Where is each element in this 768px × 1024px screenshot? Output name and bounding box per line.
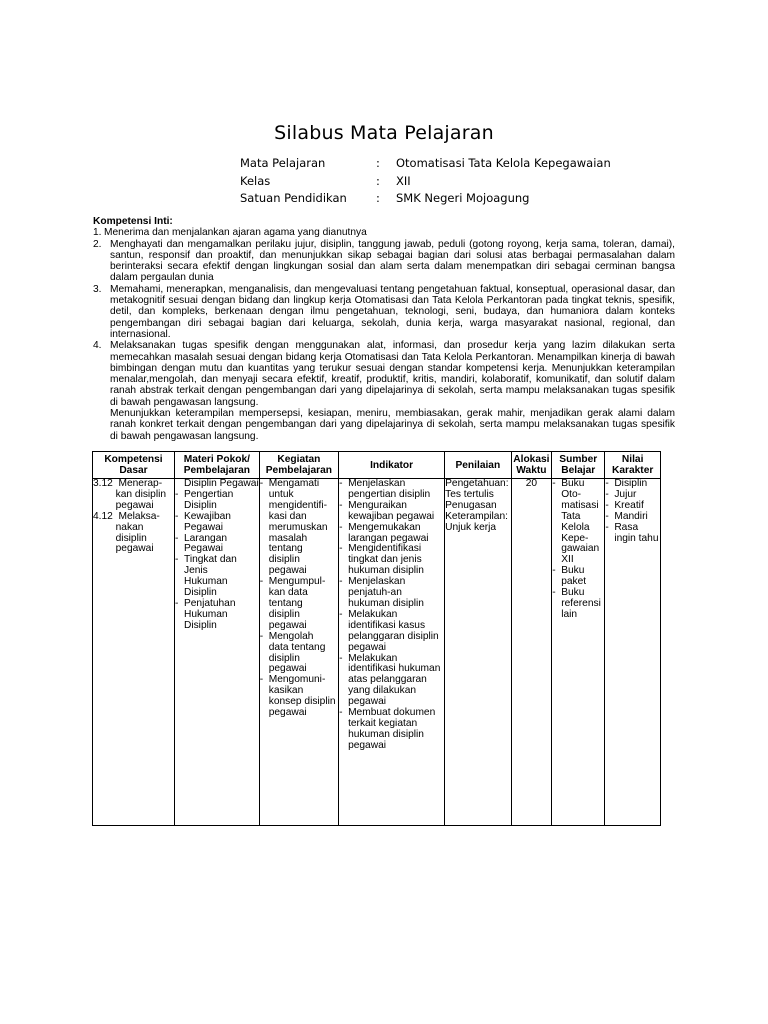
line-text: Kewajiban xyxy=(183,510,231,522)
line-text: Larangan xyxy=(183,532,228,544)
header-line: Penilaian xyxy=(455,459,501,471)
meta-colon: : xyxy=(376,191,380,205)
line-text: Hukuman xyxy=(183,608,228,620)
cell-line xyxy=(339,741,444,752)
cell-nilai-karakter xyxy=(605,479,661,826)
line-text: larangan pegawai xyxy=(348,532,429,544)
line-text: Melakukan xyxy=(348,652,398,664)
meta-label: Satuan Pendidikan xyxy=(240,191,347,205)
cell-line: Keterampilan: xyxy=(445,510,508,522)
line-text: tingkat dan jenis xyxy=(348,554,422,566)
subject-info xyxy=(240,156,660,209)
kompetensi-inti-item xyxy=(93,227,675,238)
line-text: kewajiban pegawai xyxy=(348,510,435,522)
line-text: identifikasi kasus xyxy=(348,619,426,631)
line-text: disiplin xyxy=(268,652,300,664)
line-text: pegawai xyxy=(268,619,307,631)
line-text: Disiplin xyxy=(183,499,217,511)
line-text: Pegawai xyxy=(183,543,224,555)
cell-line xyxy=(260,708,338,719)
bullet-dash: - xyxy=(339,652,343,664)
item-number: 4. xyxy=(93,340,102,352)
line-text: kasikan xyxy=(268,685,304,697)
item-text: Menerima dan menjalankan ajaran agama yang dianutnya xyxy=(104,227,367,239)
header-line: Sumber xyxy=(559,454,598,465)
header-line: Pembelajaran xyxy=(183,465,250,476)
meta-colon: : xyxy=(376,173,380,188)
meta-row-school xyxy=(240,191,660,209)
line-text: Disiplin xyxy=(183,587,217,599)
header-indikator xyxy=(339,452,445,479)
bullet-dash: - xyxy=(605,521,609,533)
header-line: Kegiatan xyxy=(277,454,321,465)
line-text: Disiplin Pegawai xyxy=(183,479,259,489)
cell-lines xyxy=(552,479,604,621)
header-line: Pembelajaran xyxy=(265,465,333,476)
kompetensi-inti-heading: Kompetensi Inti: xyxy=(93,216,173,227)
header-line: Karakter xyxy=(611,465,654,476)
cell-line: Penugasan xyxy=(445,499,497,511)
line-text: tentang xyxy=(268,597,303,609)
line-text: pegawai xyxy=(348,696,387,708)
line-text: gawaian xyxy=(561,543,600,555)
header-line: Dasar xyxy=(119,465,148,476)
line-text: hukuman disiplin xyxy=(348,565,424,577)
cell-line: Pengetahuan: xyxy=(445,479,509,489)
bullet-dash: - xyxy=(605,479,609,489)
cell-line: pegawai xyxy=(93,543,154,555)
line-text: Pengertian xyxy=(183,488,234,500)
bullet-dash: - xyxy=(605,499,609,511)
line-text: penjatuh-an xyxy=(348,587,402,599)
item-text: Melaksanakan tugas spesifik dengan menggunakan alat, informasi, dan prosedur kerja yang lazim dilakukan serta memecahkan masalah sesuai dengan bidang kerja Otomatisasi dan Tata Kelola Perkantoran. Menampilkan kinerja di bawah bimbingan dengan mutu dan kuantitas yang terukur sesuai dengan standar kompetensi kerja. Menunjukkan keterampilan menalar,mengolah, dan menyaji secara efektif, kreatif, produktif, kritis, mandiri, kolaboratif, komunikatif, dan solutif dalam ranah abstrak terkait dengan pengembangan dari yang dipelajarinya di sekolah, serta mampu melaksanakan tugas spesifik di bawah pengawasan langsung. xyxy=(110,340,675,408)
cell-penilaian xyxy=(445,479,511,826)
syllabus-table xyxy=(92,451,661,826)
header-nilai-karakter xyxy=(605,452,661,479)
bullet-dash: - xyxy=(174,532,179,544)
header-line: Waktu xyxy=(516,465,547,476)
cell-alokasi-waktu xyxy=(511,479,552,826)
item-text: Memahami, menerapkan, menganalisis, dan mengevaluasi tentang pengetahuan faktual, konseptual, operasional dasar, dan metakognitif sesuai dengan bidang dan lingkup kerja Otomatisasi dan Tata Kelola Perkantoran pada tingkat teknis, spesifik, detil, dan kompleks, berkenaan dengan ilmu pengetahuan, teknologi, seni, budaya, dan humaniora dalam konteks pengembangan diri sebagai bagian dari keluarga, sekolah, dunia kerja, warga masyarakat nasional, regional, dan internasional. xyxy=(110,283,675,340)
bullet-dash: - xyxy=(605,488,609,500)
bullet-dash: - xyxy=(605,510,609,522)
item-number: 1. xyxy=(93,227,102,239)
line-text: Oto- xyxy=(561,488,582,500)
line-text: lain xyxy=(561,608,578,620)
bullet-dash: - xyxy=(339,707,343,719)
cell-materi-pokok xyxy=(174,479,259,826)
page-title: Silabus Mata Pelajaran xyxy=(274,122,494,144)
header-line: Indikator xyxy=(370,459,414,471)
header-line: Nilai xyxy=(621,454,644,465)
line-text: identifikasi hukuman xyxy=(348,663,441,675)
cell-sumber-belajar xyxy=(552,479,605,826)
line-text: Kepe- xyxy=(561,532,589,544)
line-text: Menjelaskan xyxy=(348,479,406,489)
header-kegiatan xyxy=(259,452,338,479)
cell-lines xyxy=(93,479,174,555)
cell-line: 4.12 Melaksa- xyxy=(93,510,160,522)
bullet-dash: - xyxy=(339,499,343,511)
item-number: 2. xyxy=(93,238,102,250)
header-kompetensi-dasar xyxy=(93,452,175,479)
line-text: matisasi xyxy=(561,499,599,511)
bullet-dash: - xyxy=(552,479,556,489)
line-text: Penjatuhan xyxy=(183,597,236,609)
table-row xyxy=(93,479,661,826)
line-text: XII xyxy=(561,554,574,566)
line-text: disiplin xyxy=(268,608,300,620)
line-text: konsep disiplin xyxy=(268,696,336,708)
alokasi-value: 20 xyxy=(525,479,538,489)
cell-line: 3.12 Menerap- xyxy=(93,479,163,489)
item-number: 3. xyxy=(93,283,102,295)
bullet-dash: - xyxy=(174,597,179,609)
line-text: paket xyxy=(561,576,587,588)
line-text: Hukuman xyxy=(183,576,228,588)
line-text: merumuskan xyxy=(268,521,328,533)
line-text: Mengidentifikasi xyxy=(348,543,422,555)
line-text: hukuman disiplin xyxy=(348,728,424,740)
line-text: Mengumpul- xyxy=(268,576,326,588)
cell-line: Unjuk kerja xyxy=(445,521,497,533)
cell-lines xyxy=(445,479,510,534)
header-penilaian xyxy=(445,452,511,479)
meta-row-class xyxy=(240,174,660,192)
table-header-row xyxy=(93,452,661,479)
line-text: Buku xyxy=(561,587,585,599)
line-text: Rasa xyxy=(614,521,639,533)
cell-line xyxy=(175,621,259,632)
line-text: disiplin xyxy=(268,554,300,566)
bullet-dash: - xyxy=(339,543,343,555)
line-text: hukuman disiplin xyxy=(348,597,424,609)
line-text: Menguraikan xyxy=(348,499,407,511)
line-text: Menjelaskan xyxy=(348,576,406,588)
kompetensi-inti-item xyxy=(93,340,675,408)
bullet-dash: - xyxy=(174,488,179,500)
line-text: Disiplin xyxy=(614,479,648,489)
bullet-dash: - xyxy=(174,510,179,522)
line-text: pegawai xyxy=(348,641,387,653)
line-text: Disiplin xyxy=(183,619,217,631)
line-text: ingin tahu xyxy=(614,532,659,544)
bullet-dash: - xyxy=(552,565,556,577)
line-text: Mengomuni- xyxy=(268,674,326,686)
item-text: Menghayati dan mengamalkan perilaku jujur, disiplin, tanggung jawab, peduli (gotong royong, kerja sama, toleran, damai), santun, responsif dan proaktif, dan menunjukkan sikap sebagai bagian dari solusi atas berbagai permasalahan dalam berinteraksi secara efektif dengan lingkungan sosial dan alam serta dalam menempatkan diri sebagai cerminan bangsa dalam pergaulan dunia xyxy=(110,238,675,284)
line-text: Jujur xyxy=(614,488,637,500)
line-text: atas pelanggaran xyxy=(348,674,427,686)
cell-line: nakan xyxy=(93,521,144,533)
cell-lines xyxy=(339,479,444,752)
line-text: Pegawai xyxy=(183,521,224,533)
line-text: terkait kegiatan xyxy=(348,717,418,729)
kompetensi-inti-extra: Menunjukkan keterampilan mempersepsi, kesiapan, meniru, membiasakan, gerak mahir, menjadikan gerak alami dalam ranah konkret terkait dengan pengembangan dari yang dipelajarinya di sekolah, serta mampu melaksanakan tugas spesifik di bawah pengawasan langsung. xyxy=(110,408,675,442)
line-text: yang dilakukan xyxy=(348,685,417,697)
line-text: Tata xyxy=(561,510,581,522)
line-text: mengidentifi- xyxy=(268,499,328,511)
cell-kompetensi-dasar xyxy=(93,479,175,826)
line-text: Kelola xyxy=(561,521,590,533)
line-text: Mengamati xyxy=(268,479,320,489)
line-text: untuk xyxy=(268,488,294,500)
line-text: referensi xyxy=(561,597,601,609)
cell-lines xyxy=(605,479,660,544)
header-line: Alokasi xyxy=(513,454,550,465)
header-alokasi-waktu xyxy=(511,452,552,479)
meta-row-subject xyxy=(240,156,660,174)
line-text: pegawai xyxy=(268,565,307,577)
meta-colon: : xyxy=(376,156,380,170)
meta-value: SMK Negeri Mojoagung xyxy=(396,191,530,205)
cell-lines xyxy=(260,479,338,719)
cell-indikator xyxy=(339,479,445,826)
cell-line: pegawai xyxy=(93,499,154,511)
line-text: masalah xyxy=(268,532,308,544)
meta-label: Mata Pelajaran xyxy=(240,156,326,170)
line-text: Mengolah xyxy=(268,630,314,642)
line-text: Buku xyxy=(561,565,585,577)
line-text: pegawai xyxy=(348,739,387,751)
cell-line: Tes tertulis xyxy=(445,488,494,500)
line-text: tentang xyxy=(268,543,303,555)
cell-line xyxy=(552,610,604,621)
line-text: pegawai xyxy=(268,663,307,675)
meta-label: Kelas xyxy=(240,173,271,188)
meta-value: XII xyxy=(396,173,411,188)
bullet-dash: - xyxy=(339,576,343,588)
kompetensi-inti-item xyxy=(93,284,675,340)
line-text: Mengemukakan xyxy=(348,521,421,533)
bullet-dash: - xyxy=(259,630,264,642)
line-text: Kreatif xyxy=(614,499,644,511)
meta-value: Otomatisasi Tata Kelola Kepegawaian xyxy=(396,156,611,170)
bullet-dash: - xyxy=(339,479,343,489)
cell-kegiatan xyxy=(259,479,338,826)
line-text: pegawai xyxy=(268,707,307,719)
line-text: pengertian disiplin xyxy=(348,488,431,500)
bullet-dash: - xyxy=(552,587,556,599)
bullet-dash: - xyxy=(259,674,264,686)
header-line: Materi Pokok/ xyxy=(183,454,250,465)
bullet-dash: - xyxy=(339,608,343,620)
bullet-dash: - xyxy=(339,521,343,533)
kompetensi-inti-item xyxy=(93,239,675,284)
line-text: data tentang xyxy=(268,641,326,653)
bullet-dash: - xyxy=(259,576,264,588)
line-text: Membuat dokumen xyxy=(348,707,436,719)
line-text: pelanggaran disiplin xyxy=(348,630,439,642)
bullet-dash: - xyxy=(259,479,264,489)
bullet-dash: - xyxy=(174,554,179,566)
line-text: Melakukan xyxy=(348,608,398,620)
kompetensi-inti-section xyxy=(93,216,675,442)
cell-line: kan disiplin xyxy=(93,488,167,500)
line-text: kasi dan xyxy=(268,510,307,522)
header-line: Kompetensi xyxy=(104,454,163,465)
line-text: Jenis xyxy=(183,565,208,577)
header-sumber-belajar xyxy=(552,452,605,479)
line-text: Buku xyxy=(561,479,585,489)
header-materi-pokok xyxy=(174,452,259,479)
line-text: kan data xyxy=(268,587,308,599)
cell-line xyxy=(605,534,660,545)
line-text: Mandiri xyxy=(614,510,648,522)
cell-line: disiplin xyxy=(93,532,147,544)
line-text: Tingkat dan xyxy=(183,554,237,566)
cell-lines xyxy=(175,479,259,632)
header-line: Belajar xyxy=(561,465,596,476)
